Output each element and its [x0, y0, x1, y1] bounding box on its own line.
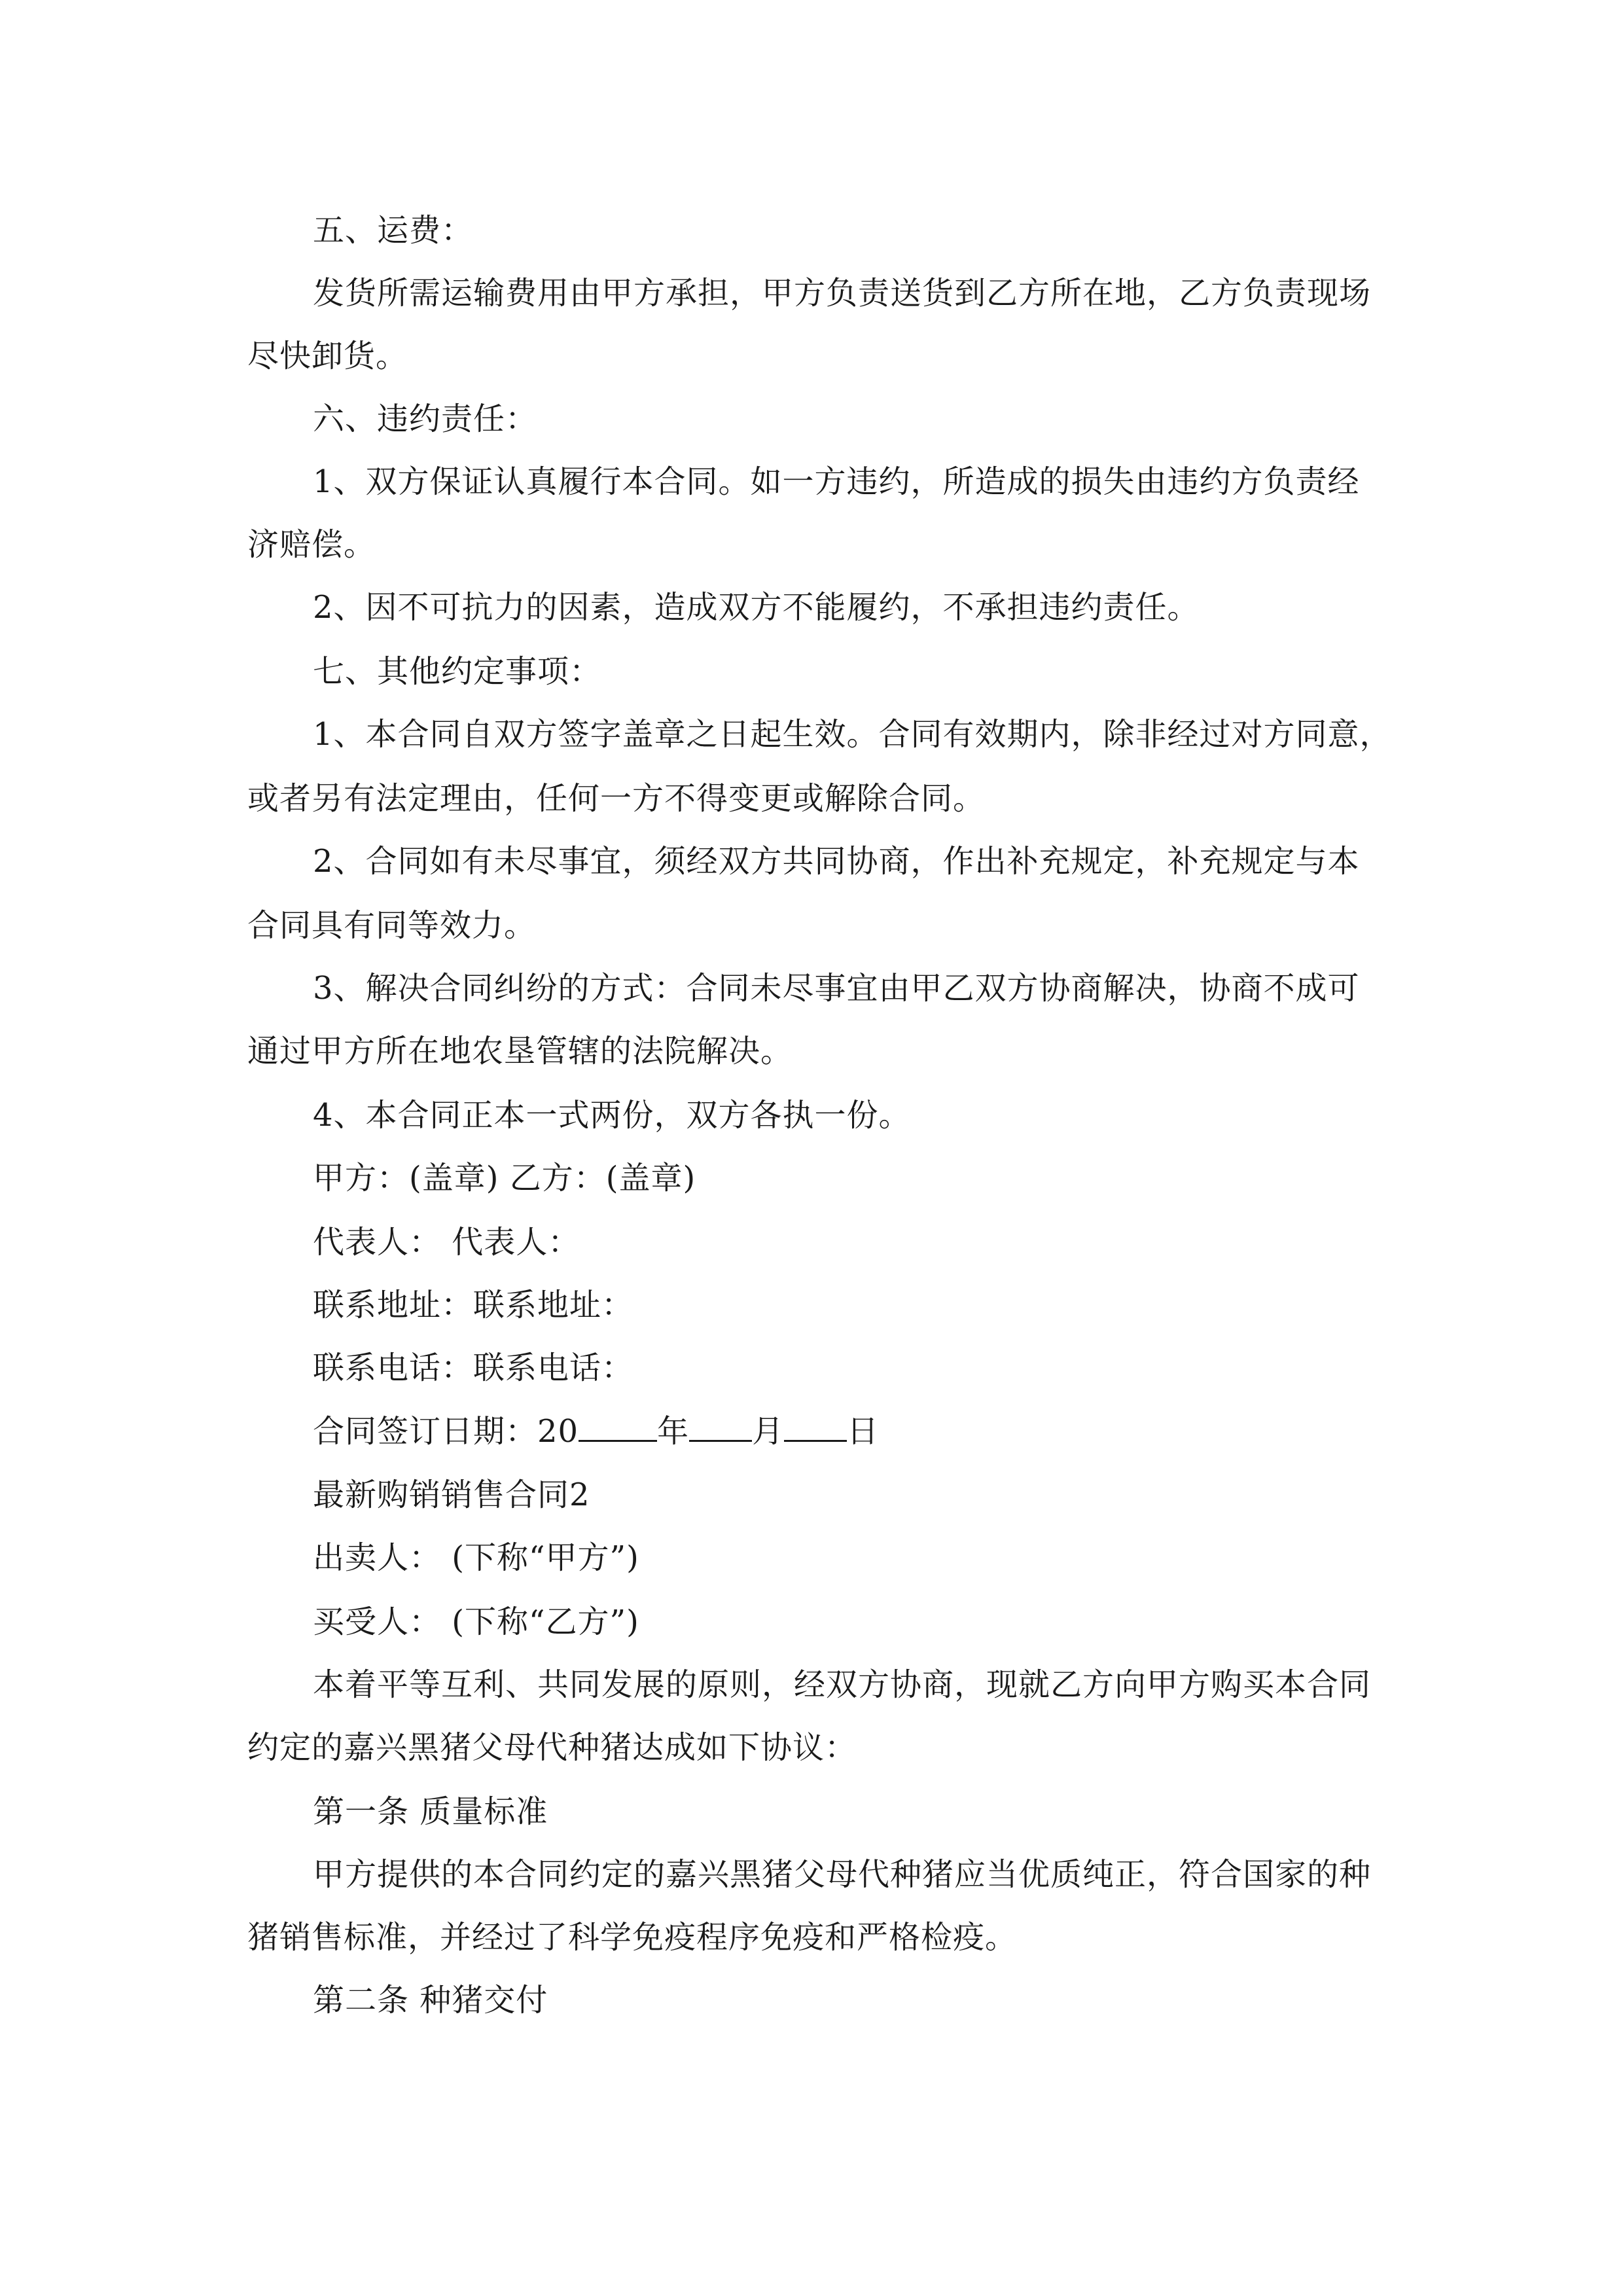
day-label: 日: [847, 1413, 880, 1450]
month-label: 月: [752, 1413, 785, 1450]
article-heading-quality: 第一条 质量标准: [313, 1793, 548, 1830]
month-blank: [689, 1411, 752, 1442]
paragraph-line: 发货所需运输费用由甲方承担，甲方负责送货到乙方所在地，乙方负责现场: [313, 275, 1372, 312]
section-heading-other-terms: 七、其他约定事项：: [313, 653, 602, 690]
paragraph-line: 本着平等互利、共同发展的原则，经双方协商，现就乙方向甲方购买本合同: [313, 1666, 1372, 1703]
paragraph-line: 济赔偿。: [247, 526, 376, 563]
paragraph-line: 通过甲方所在地农垦管辖的法院解决。: [247, 1033, 793, 1069]
paragraph-line: 猪销售标准，并经过了科学免疫程序免疫和严格检疫。: [247, 1919, 1018, 1956]
paragraph-line: 尽快卸货。: [247, 338, 408, 374]
buyer-line: 买受人： (下称“乙方”): [313, 1604, 639, 1640]
paragraph-line: 约定的嘉兴黑猪父母代种猪达成如下协议：: [247, 1729, 857, 1766]
section-heading-liability: 六、违约责任：: [313, 401, 538, 437]
phone-line: 联系电话：联系电话：: [313, 1350, 634, 1386]
address-line: 联系地址：联系地址：: [313, 1287, 634, 1323]
paragraph-line: 1、本合同自双方签字盖章之日起生效。合同有效期内，除非经过对方同意，: [313, 716, 1392, 753]
paragraph-line: 4、本合同正本一式两份，双方各执一份。: [313, 1097, 911, 1134]
seller-line: 出卖人： (下称“甲方”): [313, 1539, 639, 1576]
paragraph-line: 或者另有法定理由，任何一方不得变更或解除合同。: [247, 780, 986, 817]
year-blank: [579, 1411, 657, 1442]
paragraph-line: 2、因不可抗力的因素，造成双方不能履约，不承担违约责任。: [313, 589, 1200, 626]
paragraph-line: 2、合同如有未尽事宜，须经双方共同协商，作出补充规定，补充规定与本: [313, 843, 1360, 880]
signing-date-line: [313, 1411, 1399, 1451]
year-label: 年: [657, 1413, 690, 1450]
paragraph-line: 1、双方保证认真履行本合同。如一方违约，所造成的损失由违约方负责经: [313, 463, 1360, 500]
paragraph-line: 甲方提供的本合同约定的嘉兴黑猪父母代种猪应当优质纯正，符合国家的种: [313, 1856, 1372, 1893]
article-heading-delivery: 第二条 种猪交付: [313, 1982, 548, 2018]
contract-title: 最新购销销售合同2: [313, 1477, 590, 1513]
signing-date-label: 合同签订日期：20: [313, 1413, 579, 1450]
paragraph-line: 3、解决合同纠纷的方式：合同未尽事宜由甲乙双方协商解决，协商不成可: [313, 970, 1360, 1007]
section-heading-freight: 五、运费：: [313, 212, 474, 249]
signature-party-line: 甲方：(盖章) 乙方：(盖章): [313, 1160, 696, 1196]
day-blank: [784, 1411, 847, 1442]
representative-line: 代表人： 代表人：: [313, 1224, 580, 1261]
paragraph-line: 合同具有同等效力。: [247, 907, 537, 944]
